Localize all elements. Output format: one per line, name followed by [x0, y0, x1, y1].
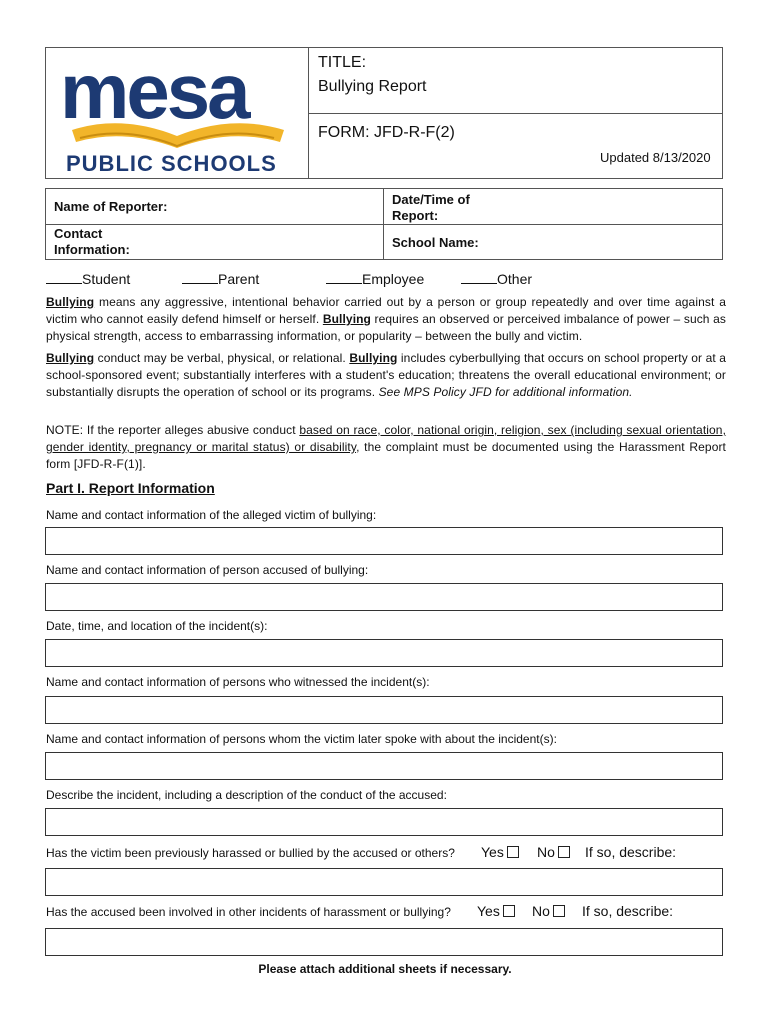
prior-bullying-question: Has the victim been previously harassed or bullied by the accused or others?	[46, 846, 455, 860]
term-bullying: Bullying	[322, 312, 371, 326]
table-divider	[45, 224, 723, 225]
other-incidents-yes[interactable]	[477, 903, 515, 919]
logo-subtitle: PUBLIC SCHOOLS	[66, 151, 277, 176]
header-divider	[308, 113, 723, 114]
datetime-label-line1: Date/Time of	[392, 192, 470, 207]
title-label: TITLE:	[318, 54, 367, 71]
mesa-public-schools-logo	[52, 48, 302, 178]
reporter-name-field[interactable]	[54, 199, 167, 215]
logo-wordmark: mesa	[60, 48, 248, 135]
role-blank	[326, 271, 362, 284]
role-parent[interactable]	[182, 271, 259, 287]
contact-info-field[interactable]	[54, 226, 130, 258]
witnesses-question: Name and contact information of persons who witnessed the incident(s):	[46, 675, 430, 689]
other-incidents-field[interactable]	[45, 928, 723, 956]
witnesses-field[interactable]	[45, 696, 723, 724]
role-label: Employee	[362, 271, 425, 287]
no-label: No	[537, 844, 555, 860]
no-label: No	[532, 903, 550, 919]
prior-bullying-yes[interactable]	[481, 844, 519, 860]
accused-question: Name and contact information of person accused of bullying:	[46, 563, 369, 577]
spoke-with-field[interactable]	[45, 752, 723, 780]
role-other[interactable]	[461, 271, 532, 287]
accused-info-field[interactable]	[45, 583, 723, 611]
other-incidents-no[interactable]	[532, 903, 565, 919]
attach-sheets-note: Please attach additional sheets if necessary.	[258, 962, 512, 976]
yes-label: Yes	[481, 844, 504, 860]
checkbox-icon[interactable]	[553, 905, 565, 917]
role-blank	[46, 271, 82, 284]
prior-bullying-no[interactable]	[537, 844, 570, 860]
protected-classes: based on race, color, national origin, religion, sex (including sexual orientation, gender identity, pregnancy or marital status) or disability	[46, 423, 727, 454]
policy-reference: See MPS Policy JFD for additional information.	[378, 385, 633, 399]
spoke-with-question: Name and contact information of persons whom the victim later spoke with about the incident(s):	[46, 732, 557, 746]
role-employee[interactable]	[326, 271, 424, 287]
form-number: FORM: JFD-R-F(2)	[318, 124, 455, 141]
datetime-label-line2: Report:	[392, 208, 439, 223]
victim-info-field[interactable]	[45, 527, 723, 555]
role-blank	[461, 271, 497, 284]
prior-bullying-field[interactable]	[45, 868, 723, 896]
yes-label: Yes	[477, 903, 500, 919]
part-1-heading: Part I. Report Information	[46, 480, 215, 496]
role-label: Parent	[218, 271, 260, 287]
role-student[interactable]	[46, 271, 130, 287]
report-datetime-field[interactable]	[392, 192, 470, 224]
checkbox-icon[interactable]	[558, 846, 570, 858]
updated-date: Updated 8/13/2020	[600, 150, 711, 165]
describe-incident-field[interactable]	[45, 808, 723, 836]
school-name-label: School Name:	[392, 235, 479, 250]
role-label: Student	[82, 271, 131, 287]
role-blank	[182, 271, 218, 284]
checkbox-icon[interactable]	[507, 846, 519, 858]
describe-incident-question: Describe the incident, including a description of the conduct of the accused:	[46, 788, 447, 802]
if-so-label: If so, describe:	[582, 903, 674, 919]
contact-label-line2: Information:	[54, 242, 130, 257]
checkbox-icon[interactable]	[503, 905, 515, 917]
term-bullying: Bullying	[349, 351, 398, 365]
term-bullying: Bullying	[46, 351, 95, 365]
victim-question: Name and contact information of the alleged victim of bullying:	[46, 508, 377, 522]
document-title: Bullying Report	[318, 78, 427, 95]
contact-label-line1: Contact	[54, 226, 103, 241]
other-incidents-question: Has the accused been involved in other incidents of harassment or bullying?	[46, 905, 451, 919]
bullying-conduct: Bullying conduct may be verbal, physical, or relational. Bullying includes cyberbullying that occurs on school property or at a school-sponsored event; substantially interferes with a student's education; threatens the overall educational environment; or substantially disrupts the operation of school or its programs. See MPS Policy JFD for additional information.	[46, 351, 726, 399]
school-name-field[interactable]	[392, 235, 479, 251]
reporter-name-label: Name of Reporter:	[54, 199, 168, 214]
incident-datetime-question: Date, time, and location of the incident(s):	[46, 619, 268, 633]
bullying-definition: Bullying means any aggressive, intentional behavior carried out by a person or group repeatedly and over time against a victim who cannot easily defend himself or herself. Bullying requires an observed or perceived imbalance of power – such as physical strength, access to embarrassing information, or popularity – between the bully and victim.	[46, 295, 727, 343]
role-label: Other	[497, 271, 533, 287]
if-so-label: If so, describe:	[585, 844, 677, 860]
incident-datetime-field[interactable]	[45, 639, 723, 667]
term-bullying: Bullying	[46, 295, 95, 309]
harassment-note: NOTE: If the reporter alleges abusive conduct based on race, color, national origin, religion, sex (including sexual orientation, gender identity, pregnancy or marital status) or disability, the complaint must be documented using the Harassment Report form [JFD-R-F(1)].	[46, 423, 727, 471]
